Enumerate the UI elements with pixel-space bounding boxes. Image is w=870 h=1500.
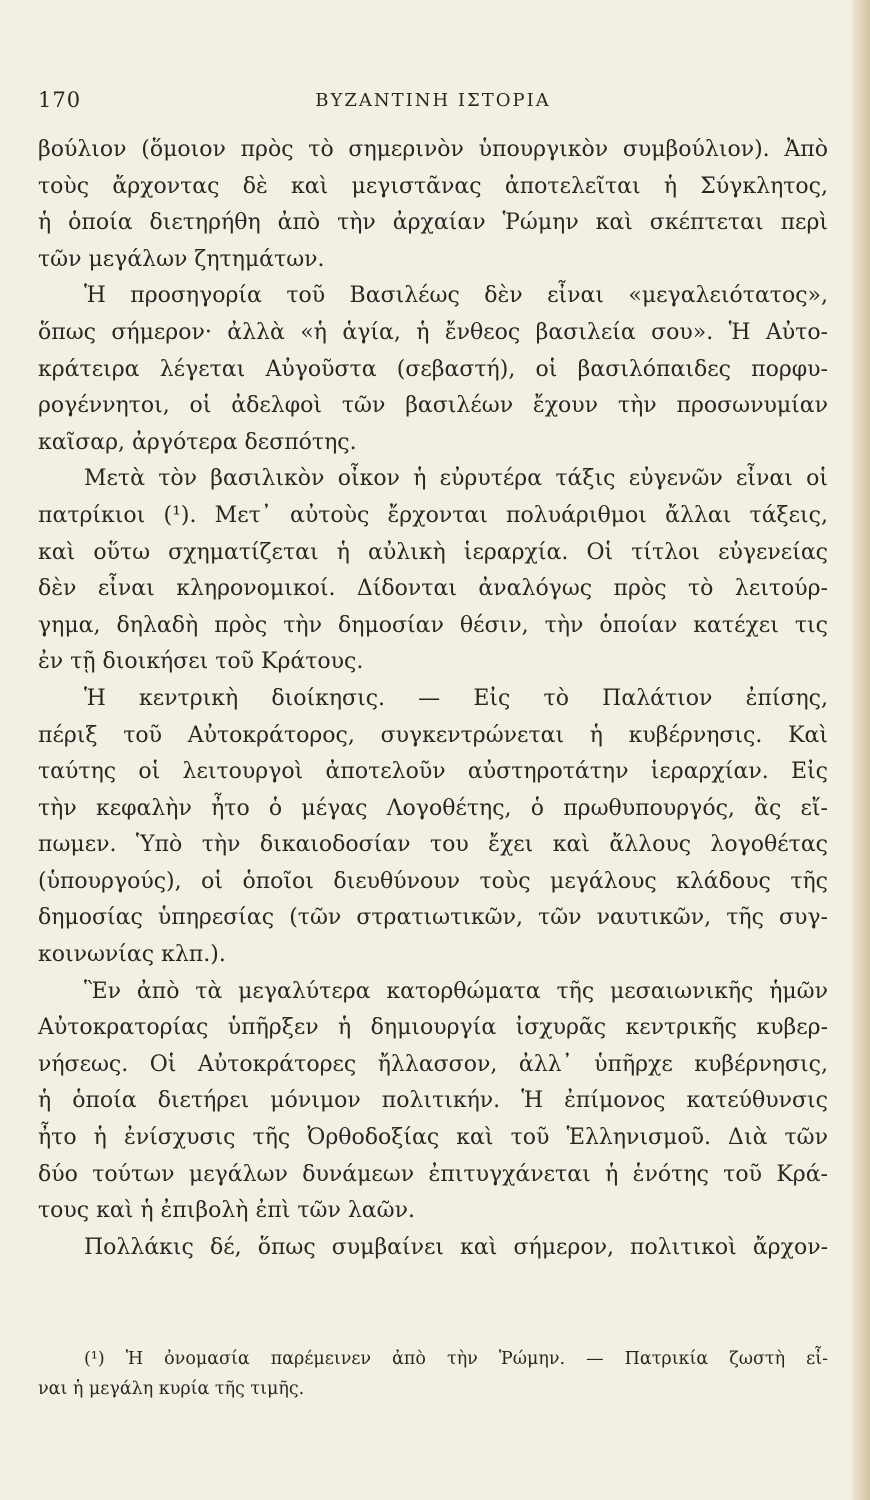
text-line: (ὑπουργούς), οἱ ὁποῖοι διευθύνουν τοὺς μεγάλους κλάδους τῆς: [38, 868, 828, 894]
running-head: ΒΥΖΑΝΤΙΝΗ ΙΣΤΟΡΙΑ: [315, 90, 551, 111]
text-line: γημα, δηλαδὴ πρὸς τὴν δημοσίαν θέσιν, τὴν ὁποίαν κατέχει τις: [38, 612, 828, 638]
text-line: πωμεν. Ὑπὸ τὴν δικαιοδοσίαν του ἔχει καὶ ἄλλους λογοθέτας: [38, 832, 828, 858]
text-line: καῖσαρ, ἀργότερα δεσπότης.: [38, 429, 357, 455]
text-line: δύο τούτων μεγάλων δυνάμεων ἐπιτυγχάνεται ἡ ἑνότης τοῦ Κρά-: [38, 1161, 828, 1187]
text-line: ἡ ὁποία διετήρει μόνιμον πολιτικήν. Ἡ ἐπίμονος κατεύθυνσις: [38, 1088, 828, 1114]
text-line: κοινωνίας κλπ.).: [38, 942, 226, 968]
text-line: ταύτης οἱ λειτουργοὶ ἀποτελοῦν αὐστηροτάτην ἱεραρχίαν. Εἰς: [38, 759, 828, 785]
footnotes: [38, 1344, 828, 1404]
text-line: ἐν τῇ διοικήσει τοῦ Κράτους.: [38, 649, 364, 675]
text-line: ἦτο ἡ ἐνίσχυσις τῆς Ὀρθοδοξίας καὶ τοῦ Ἑλληνισμοῦ. Διὰ τῶν: [38, 1125, 828, 1151]
text-line: ἡ ὁποία διετηρήθη ἀπὸ τὴν ἀρχαίαν Ῥώμην καὶ σκέπτεται περὶ: [38, 210, 828, 236]
text-line: νήσεως. Οἱ Αὐτοκράτορες ἤλλασσον, ἀλλ᾽ ὑπῆρχε κυβέρνησις,: [38, 1051, 828, 1077]
text-line: τῶν μεγάλων ζητημάτων.: [38, 246, 325, 272]
text-line: κράτειρα λέγεται Αὐγοῦστα (σεβαστή), οἱ βασιλόπαιδες πορφυ-: [38, 356, 828, 382]
text-line: Πολλάκις δέ, ὅπως συμβαίνει καὶ σήμερον, πολιτικοὶ ἄρχον-: [84, 1234, 828, 1260]
page-header: [38, 88, 828, 124]
text-line: δημοσίας ὑπηρεσίας (τῶν στρατιωτικῶν, τῶν ναυτικῶν, τῆς συγ-: [38, 905, 828, 931]
text-line: Αὐτοκρατορίας ὑπῆρξεν ἡ δημιουργία ἰσχυρᾶς κεντρικῆς κυβερ-: [38, 1015, 828, 1041]
text-line: ρογέννητοι, οἱ ἀδελφοὶ τῶν βασιλέων ἔχουν τὴν προσωνυμίαν: [38, 393, 828, 419]
section-heading-line: Ἡ κεντρικὴ διοίκησις. — Εἰς τὸ Παλάτιον ἐπίσης,: [84, 685, 828, 711]
footnote-line: (¹) Ἡ ὀνομασία παρέμεινεν ἀπὸ τὴν Ῥώμην. — Πατρικία ζωστὴ εἶ-: [84, 1349, 828, 1369]
text-line: βούλιον (ὅμοιον πρὸς τὸ σημερινὸν ὑπουργικὸν συμβούλιον). Ἀπὸ: [38, 137, 828, 162]
text-line: καὶ οὕτω σχηματίζεται ἡ αὐλικὴ ἱεραρχία. Οἱ τίτλοι εὐγενείας: [38, 539, 828, 565]
text-line: Ἡ προσηγορία τοῦ Βασιλέως δὲν εἶναι «μεγαλειότατος»,: [84, 283, 828, 309]
text-line: Μετὰ τὸν βασιλικὸν οἶκον ἡ εὐρυτέρα τάξις εὐγενῶν εἶναι οἱ: [84, 466, 828, 492]
footnote-line: ναι ἡ μεγάλη κυρία τῆς τιμῆς.: [38, 1379, 305, 1399]
page-edge: [852, 0, 870, 1500]
text-line: πέριξ τοῦ Αὐτοκράτορος, συγκεντρώνεται ἡ κυβέρνησις. Καὶ: [38, 722, 828, 748]
text-line: τὴν κεφαλὴν ἦτο ὁ μέγας Λογοθέτης, ὁ πρωθυπουργός, ἂς εἴ-: [38, 795, 828, 821]
text-line: ὅπως σήμερον· ἀλλὰ «ἡ ἁγία, ἡ ἔνθεος βασιλεία σου». Ἡ Αὐτο-: [38, 319, 828, 345]
text-line: δὲν εἶναι κληρονομικοί. Δίδονται ἀναλόγως πρὸς τὸ λειτούρ-: [38, 576, 828, 602]
body-text: [38, 132, 828, 1266]
text-line: Ἓν ἀπὸ τὰ μεγαλύτερα κατορθώματα τῆς μεσαιωνικῆς ἡμῶν: [84, 978, 828, 1004]
text-line: τοὺς ἄρχοντας δὲ καὶ μεγιστᾶνας ἀποτελεῖται ἡ Σύγκλητος,: [38, 173, 828, 199]
text-line: πατρίκιοι (¹). Μετ᾽ αὐτοὺς ἔρχονται πολυάριθμοι ἄλλαι τάξεις,: [38, 502, 828, 528]
page-number: 170: [38, 88, 82, 112]
text-line: τους καὶ ἡ ἐπιβολὴ ἐπὶ τῶν λαῶν.: [38, 1198, 415, 1224]
